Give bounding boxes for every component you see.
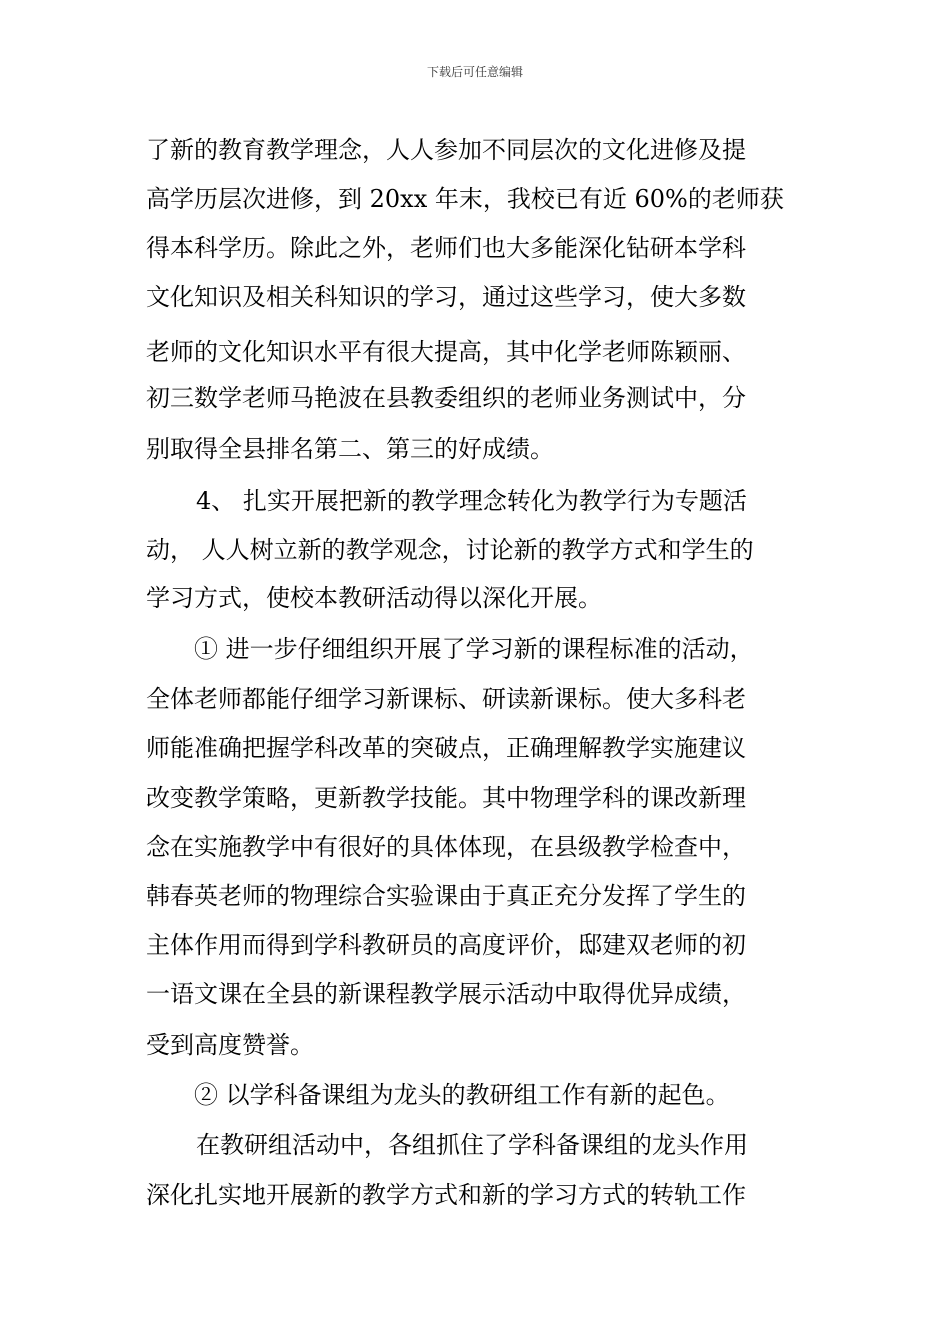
body-line: 初三数学老师马艳波在县教委组织的老师业务测试中，分 xyxy=(146,384,746,412)
body-line: 得本科学历。除此之外，老师们也大多能深化钻研本学科 xyxy=(146,234,746,262)
body-line: 学习方式，使校本教研活动得以深化开展。 xyxy=(146,584,602,612)
body-line: 改变教学策略，更新教学技能。其中物理学科的课改新理 xyxy=(146,784,746,812)
body-line: 受到高度赞誉。 xyxy=(146,1031,314,1059)
body-line: 高学历层次进修，到 20xx 年末，我校已有近 60%的老师获 xyxy=(146,185,784,213)
body-line: ② 以学科备课组为龙头的教研组工作有新的起色。 xyxy=(194,1081,730,1109)
body-line: 全体老师都能仔细学习新课标、研读新课标。使大多科老 xyxy=(146,685,746,713)
body-line: 师能准确把握学科改革的突破点，正确理解教学实施建议 xyxy=(146,734,746,762)
body-line: 念在实施教学中有很好的具体体现，在县级教学检查中， xyxy=(146,833,746,861)
body-line: 4、 扎实开展把新的教学理念转化为教学行为专题活 xyxy=(196,487,747,515)
body-line: 别取得全县排名第二、第三的好成绩。 xyxy=(146,435,554,463)
header-note: 下载后可任意编辑 xyxy=(426,65,523,79)
body-line: 一语文课在全县的新课程教学展示活动中取得优异成绩， xyxy=(146,980,746,1008)
body-line: ① 进一步仔细组织开展了学习新的课程标准的活动， xyxy=(194,635,754,663)
body-line: 深化扎实地开展新的教学方式和新的学习方式的转轨工作 xyxy=(146,1181,746,1209)
body-line: 文化知识及相关科知识的学习，通过这些学习，使大多数 xyxy=(146,283,746,311)
body-line: 老师的文化知识水平有很大提高，其中化学老师陈颖丽、 xyxy=(146,338,746,366)
body-line: 韩春英老师的物理综合实验课由于真正充分发挥了学生的 xyxy=(146,882,746,910)
body-line: 在教研组活动中，各组抓住了学科备课组的龙头作用 xyxy=(196,1131,748,1159)
body-line: 主体作用而得到学科教研员的高度评价，邸建双老师的初 xyxy=(146,931,746,959)
body-line: 了新的教育教学理念，人人参加不同层次的文化进修及提 xyxy=(146,136,746,164)
body-line: 动， 人人树立新的教学观念，讨论新的教学方式和学生的 xyxy=(146,536,754,564)
